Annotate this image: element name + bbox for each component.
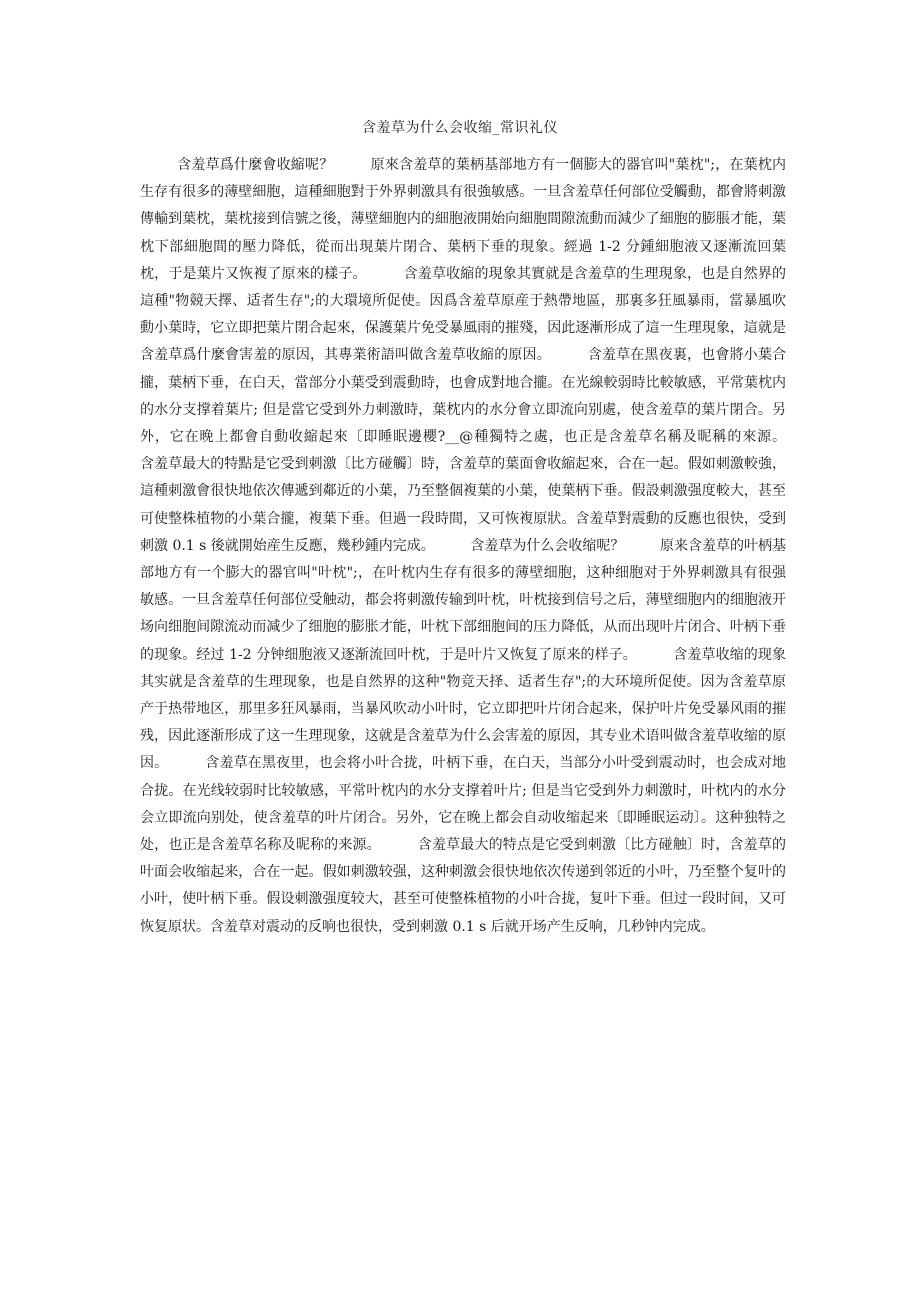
document-title: 含羞草为什么会收缩_常识礼仪 xyxy=(362,120,558,136)
body-text: 含羞草爲什麼會收縮呢？ 原來含羞草的葉柄基部地方有一個膨大的器官叫"葉枕";，在葉枕内生存有很多的薄壁細胞，這種細胞對于外界刺激具有很強敏感。一旦含羞草任何部位受觸動，都會將刺激傳輸到葉枕，葉枕接到信號之後，薄壁細胞内的細胞液開始向細胞間隙流動而減少了細胞的膨脹才能，葉枕下部細胞間的壓力降低，從而出現葉片閉合、葉柄下垂的現象。經過 1-2 分鍾細胞液又逐漸流回葉枕，于是葉片又恢複了原來的樣子。 含羞草收縮的現象其實就是含羞草的生理現象，也是自然界的這種"物競天擇、适者生存";的大環境所促使。因爲含羞草原産于熱帶地區，那裏多狂風暴雨，當暴風吹動小葉時，它立即把葉片閉合起來，保護葉片免受暴風雨的摧殘，因此逐漸形成了這一生理現象，這就是含羞草爲什麼會害羞的原因，其專業術語叫做含羞草收縮的原因。 含羞草在黑夜裏，也會將小葉合攏，葉柄下垂，在白天，當部分小葉受到震動時，也會成對地合攏。在光線較弱時比較敏感，平常葉枕内的水分支撑着葉片; 但是當它受到外力刺激時，葉枕内的水分會立即流向别處，使含羞草的葉片閉合。另外，它在晚上都會自動收縮起來〔即睡眠邊櫻?__@種獨特之處，也正是含羞草名稱及昵稱的來源。 含羞草最大的特點是它受到刺激〔比方碰觸〕時，含羞草的葉面會收縮起來，合在一起。假如刺激較強，這種刺激會很快地依次傳遞到鄰近的小葉，乃至整個複葉的小葉，使葉柄下垂。假設刺激强度較大，甚至可使整株植物的小葉合攏，複葉下垂。但過一段時間，又可恢複原狀。含羞草對震動的反應也很快，受到刺激 0.1 s 後就開始産生反應，幾秒鍾内完成。 含羞草为什么会收缩呢？ 原来含羞草的叶柄基部地方有一个膨大的器官叫"叶枕";，在叶枕内生存有很多的薄壁细胞，这种细胞对于外界刺激具有很强敏感。一旦含羞草任何部位受触动，都会将刺激传输到叶枕，叶枕接到信号之后，薄壁细胞内的细胞液开场向细胞间隙流动而减少了细胞的膨胀才能，叶枕下部细胞间的压力降低，从而出现叶片闭合、叶柄下垂的现象。经过 1-2 分钟细胞液又逐渐流回叶枕，于是叶片又恢复了原来的样子。 含羞草收缩的现象其实就是含羞草的生理现象，也是自然界的这种"物竞天择、适者生存";的大环境所促使。因为含羞草原产于热带地区，那里多狂风暴雨，当暴风吹动小叶时，它立即把叶片闭合起来，保护叶片免受暴风雨的摧残，因此逐渐形成了这一生理现象，这就是含羞草为什么会害羞的原因，其专业术语叫做含羞草收缩的原因。 含羞草在黑夜里，也会将小叶合拢，叶柄下垂，在白天，当部分小叶受到震动时，也会成对地合拢。在光线较弱时比较敏感，平常叶枕内的水分支撑着叶片; 但是当它受到外力刺激时，叶枕内的水分会立即流向别处，使含羞草的叶片闭合。另外，它在晚上都会自动收缩起来〔即睡眠运动〕。这种独特之处，也正是含羞草名称及昵称的来源。 含羞草最大的特点是它受到刺激〔比方碰触〕时，含羞草的叶面会收缩起来，合在一起。假如刺激较强，这种刺激会很快地依次传递到邻近的小叶，乃至整个复叶的小叶，使叶柄下垂。假设刺激强度较大，甚至可使整株植物的小叶合拢，复叶下垂。但过一段时间，又可恢复原状。含羞草对震动的反响也很快，受到刺激 0.1 s 后就开场产生反响，几秒钟内完成。 xyxy=(140,157,822,935)
document-body xyxy=(140,152,822,941)
